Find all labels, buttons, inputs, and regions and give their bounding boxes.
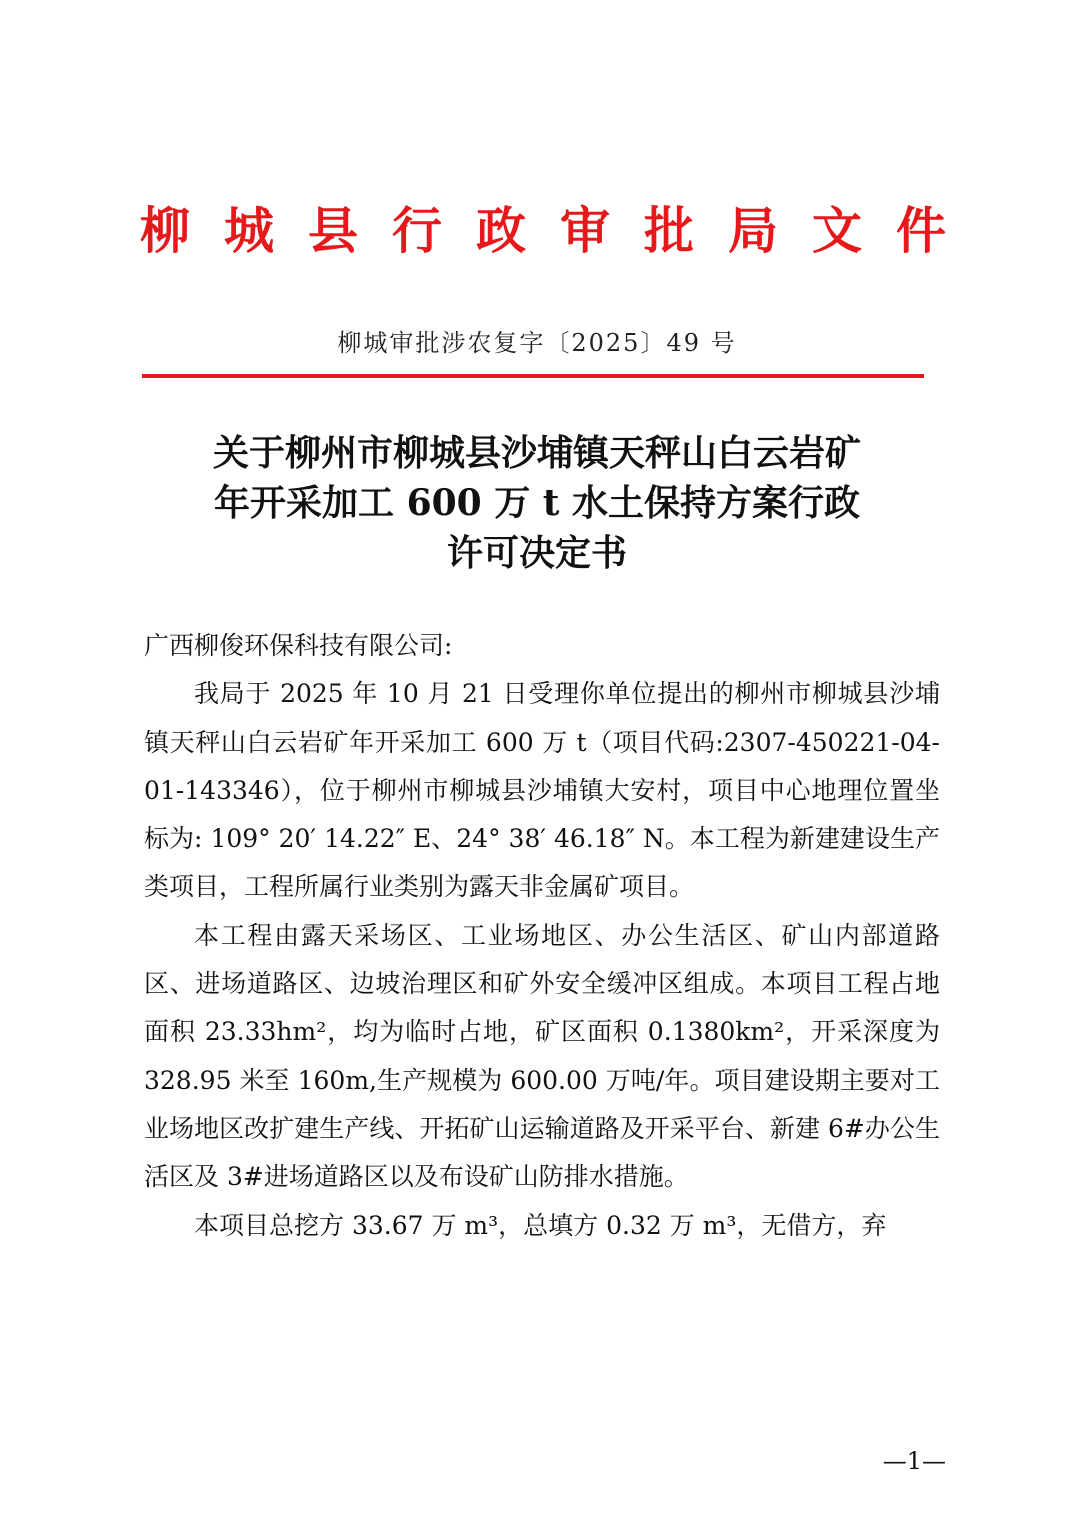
document-body [144, 622, 940, 1250]
masthead-char: 件 [896, 201, 946, 260]
body-paragraph: 本项目总挖方 33.67 万 m³，总填方 0.32 万 m³，无借方，弃 [194, 1210, 887, 1240]
page-number: —1— [882, 1447, 946, 1475]
title-line: 许可决定书 [446, 532, 627, 574]
document-title [100, 428, 974, 578]
body-paragraph: 本工程由露天采场区、工业场地区、办公生活区、矿山内部道路区、进场道路区、边坡治理区和矿外安全缓冲区组成。本项目工程占地面积 23.33hm²，均为临时占地，矿区面积 0.1380km²，开采深度为 328.95 米至 160m,生产规模为 600.00 万吨/年。项目建设期主要对工业场地区改扩建生产线、开拓矿山运输道路及开采平台、新建 6#办公生活区及 3#进场道路区以及布设矿山防排水措施。 [144, 920, 940, 1192]
masthead-char: 城 [224, 201, 274, 260]
title-line: 年开采加工 600 万 t 水土保持方案行政 [214, 482, 860, 524]
masthead-title [140, 196, 946, 266]
salutation: 广西柳俊环保科技有限公司: [144, 631, 453, 660]
masthead-char: 局 [728, 201, 778, 260]
masthead-char: 行 [392, 201, 442, 260]
body-paragraph: 我局于 2025 年 10 月 21 日受理你单位提出的柳州市柳城县沙埔镇天秤山白云岩矿年开采加工 600 万 t（项目代码:2307-450221-04-01-143346），位于柳州市柳城县沙埔镇大安村，项目中心地理位置坐标为: 109° 20′ 14.22″ E、24° 38′ 46.18″ N。本工程为新建建设生产类项目，工程所属行业类别为露天非金属矿项目。 [144, 679, 940, 902]
masthead-char: 审 [560, 201, 610, 260]
masthead-char: 县 [308, 201, 358, 260]
document-number: 柳城审批涉农复字〔2025〕49 号 [337, 329, 737, 357]
masthead-char: 政 [476, 201, 526, 260]
title-line: 关于柳州市柳城县沙埔镇天秤山白云岩矿 [212, 432, 861, 474]
masthead-char: 柳 [140, 201, 190, 260]
masthead-char: 文 [812, 201, 862, 260]
red-divider [142, 374, 924, 378]
masthead-char: 批 [644, 201, 694, 260]
